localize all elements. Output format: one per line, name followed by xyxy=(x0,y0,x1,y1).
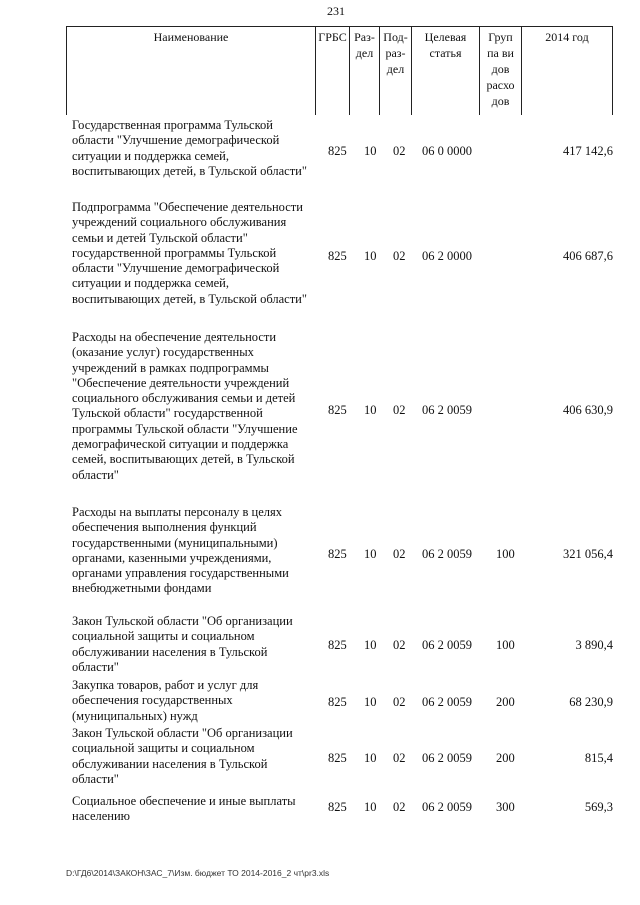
row-name xyxy=(72,614,322,675)
column-header-expense-group xyxy=(480,27,522,115)
row-name-line: семьи и детей Тульской области" xyxy=(72,230,248,245)
column-header-group-line: Груп xyxy=(488,30,513,44)
column-header-razdel-line: Раз- xyxy=(354,30,375,44)
column-header-podrazdel-line: раз- xyxy=(385,46,406,60)
column-header-group-line: дов xyxy=(491,62,510,76)
grbs-code: 825 xyxy=(328,695,347,709)
target-article-code: 06 2 0059 xyxy=(422,800,472,814)
grbs-code: 825 xyxy=(328,638,347,652)
row-name-line: обеспечения государственных xyxy=(72,693,233,708)
row-name-line: ситуации и поддержка семей, xyxy=(72,276,229,291)
column-header-target-line: Целевая xyxy=(424,30,467,44)
podrazdel-code: 02 xyxy=(393,403,406,417)
row-name-line: органами, казенными учреждениями, xyxy=(72,550,272,565)
column-header-podrazdel-line: дел xyxy=(386,62,405,76)
row-name-line: демографической ситуации и поддержка xyxy=(72,437,289,452)
row-name-line: области" xyxy=(72,771,119,786)
razdel-code: 10 xyxy=(364,695,377,709)
amount-2014: 417 142,6 xyxy=(563,144,613,158)
row-name-line: обеспечения выполнения функций xyxy=(72,520,257,535)
table-row xyxy=(66,678,613,726)
row-name-line: Подпрограмма "Обеспечение деятельности xyxy=(72,200,303,214)
grbs-code: 825 xyxy=(328,249,347,263)
row-name-line: программы Тульской области "Улучшение xyxy=(72,421,298,436)
row-name xyxy=(72,200,322,307)
column-header-razdel-line: дел xyxy=(355,46,374,60)
amount-2014: 321 056,4 xyxy=(563,547,613,561)
column-header-grbs xyxy=(316,27,350,115)
grbs-code: 825 xyxy=(328,403,347,417)
row-name-line: государственными (муниципальными) xyxy=(72,535,278,550)
table-header xyxy=(66,26,613,115)
expense-group-code: 300 xyxy=(496,800,515,814)
row-name-line: области "Улучшение демографической xyxy=(72,133,280,148)
column-header-group-line: па ви xyxy=(487,46,514,60)
grbs-code: 825 xyxy=(328,800,347,814)
column-header-group-line: расхо xyxy=(486,78,515,92)
row-name-line: ситуации и поддержка семей, xyxy=(72,148,229,163)
column-header-group-line: дов xyxy=(491,94,510,108)
row-name-line: социальной защиты и социальном xyxy=(72,629,255,644)
row-name-line: (оказание услуг) государственных xyxy=(72,345,254,360)
grbs-code: 825 xyxy=(328,751,347,765)
row-name-line: органами управления государственными xyxy=(72,566,289,581)
razdel-code: 10 xyxy=(364,249,377,263)
row-name-line: воспитывающих детей, в Тульской области" xyxy=(72,291,307,306)
footer-file-path: D:\ГД6\2014\ЗАКОН\ЗАС_7\Изм. бюджет ТО 2014-2016_2 чт\pr3.xls xyxy=(66,868,330,878)
row-name-line: Государственная программа Тульской xyxy=(72,118,273,132)
row-name xyxy=(72,118,322,179)
row-name-line: обслуживании населения в Тульской xyxy=(72,644,268,659)
amount-2014: 406 687,6 xyxy=(563,249,613,263)
podrazdel-code: 02 xyxy=(393,638,406,652)
row-name-line: населению xyxy=(72,809,130,824)
row-name xyxy=(72,505,322,597)
amount-2014: 3 890,4 xyxy=(575,638,613,652)
razdel-code: 10 xyxy=(364,547,377,561)
razdel-code: 10 xyxy=(364,144,377,158)
column-header-target-article xyxy=(412,27,480,115)
target-article-code: 06 0 0000 xyxy=(422,144,472,158)
column-header-name-text: Наименование xyxy=(153,30,229,44)
row-name-line: области" xyxy=(72,467,119,482)
row-name-line: социального обслуживания семьи и детей xyxy=(72,391,296,406)
podrazdel-code: 02 xyxy=(393,751,406,765)
row-name xyxy=(72,678,322,724)
row-name-line: Закон Тульской области "Об организации xyxy=(72,614,293,628)
podrazdel-code: 02 xyxy=(393,144,406,158)
table-row xyxy=(66,505,613,601)
razdel-code: 10 xyxy=(364,403,377,417)
amount-2014: 815,4 xyxy=(584,751,613,765)
row-name-line: учреждений в рамках подпрограммы xyxy=(72,360,269,375)
row-name-line: Закон Тульской области "Об организации xyxy=(72,726,293,740)
target-article-code: 06 2 0059 xyxy=(422,547,472,561)
table-row xyxy=(66,200,613,312)
table-row xyxy=(66,118,613,183)
row-name-line: (муниципальных) нужд xyxy=(72,708,198,723)
target-article-code: 06 2 0059 xyxy=(422,695,472,709)
row-name-line: семей, воспитывающих детей, в Тульской xyxy=(72,452,295,467)
podrazdel-code: 02 xyxy=(393,800,406,814)
column-header-podrazdel xyxy=(380,27,412,115)
row-name-line: Социальное обеспечение и иные выплаты xyxy=(72,794,296,808)
row-name-line: области" xyxy=(72,659,119,674)
column-header-razdel xyxy=(350,27,380,115)
column-header-target-line: статья xyxy=(429,46,462,60)
row-name xyxy=(72,330,322,483)
expense-group-code: 100 xyxy=(496,547,515,561)
target-article-code: 06 2 0059 xyxy=(422,751,472,765)
amount-2014: 569,3 xyxy=(584,800,613,814)
target-article-code: 06 2 0000 xyxy=(422,249,472,263)
expense-group-code: 100 xyxy=(496,638,515,652)
target-article-code: 06 2 0059 xyxy=(422,638,472,652)
row-name-line: учреждений социального обслуживания xyxy=(72,215,287,230)
column-header-year-text: 2014 год xyxy=(545,30,589,44)
table-row xyxy=(66,330,613,488)
grbs-code: 825 xyxy=(328,144,347,158)
column-header-podrazdel-line: Под- xyxy=(383,30,408,44)
row-name-line: "Обеспечение деятельности учреждений xyxy=(72,375,290,390)
podrazdel-code: 02 xyxy=(393,547,406,561)
row-name xyxy=(72,726,322,787)
row-name-line: области "Улучшение демографической xyxy=(72,261,280,276)
row-name-line: обслуживании населения в Тульской xyxy=(72,756,268,771)
target-article-code: 06 2 0059 xyxy=(422,403,472,417)
column-header-year xyxy=(522,27,613,115)
razdel-code: 10 xyxy=(364,751,377,765)
row-name-line: внебюджетными фондами xyxy=(72,581,212,596)
table-row xyxy=(66,794,613,828)
table-row xyxy=(66,726,613,790)
row-name xyxy=(72,794,322,825)
expense-group-code: 200 xyxy=(496,695,515,709)
row-name-line: социальной защиты и социальном xyxy=(72,741,255,756)
grbs-code: 825 xyxy=(328,547,347,561)
expense-group-code: 200 xyxy=(496,751,515,765)
row-name-line: Расходы на обеспечение деятельности xyxy=(72,330,277,344)
razdel-code: 10 xyxy=(364,638,377,652)
row-name-line: государственной программы Тульской xyxy=(72,245,277,260)
row-name-line: Закупка товаров, работ и услуг для xyxy=(72,678,259,692)
column-header-grbs-text: ГРБС xyxy=(318,30,347,44)
column-header-name xyxy=(66,27,316,115)
table-row xyxy=(66,614,613,678)
amount-2014: 406 630,9 xyxy=(563,403,613,417)
row-name-line: Расходы на выплаты персоналу в целях xyxy=(72,505,282,519)
amount-2014: 68 230,9 xyxy=(569,695,613,709)
row-name-line: Тульской области" государственной xyxy=(72,406,263,421)
page-number: 231 xyxy=(327,4,345,18)
razdel-code: 10 xyxy=(364,800,377,814)
row-name-line: воспитывающих детей, в Тульской области" xyxy=(72,163,307,178)
podrazdel-code: 02 xyxy=(393,695,406,709)
podrazdel-code: 02 xyxy=(393,249,406,263)
